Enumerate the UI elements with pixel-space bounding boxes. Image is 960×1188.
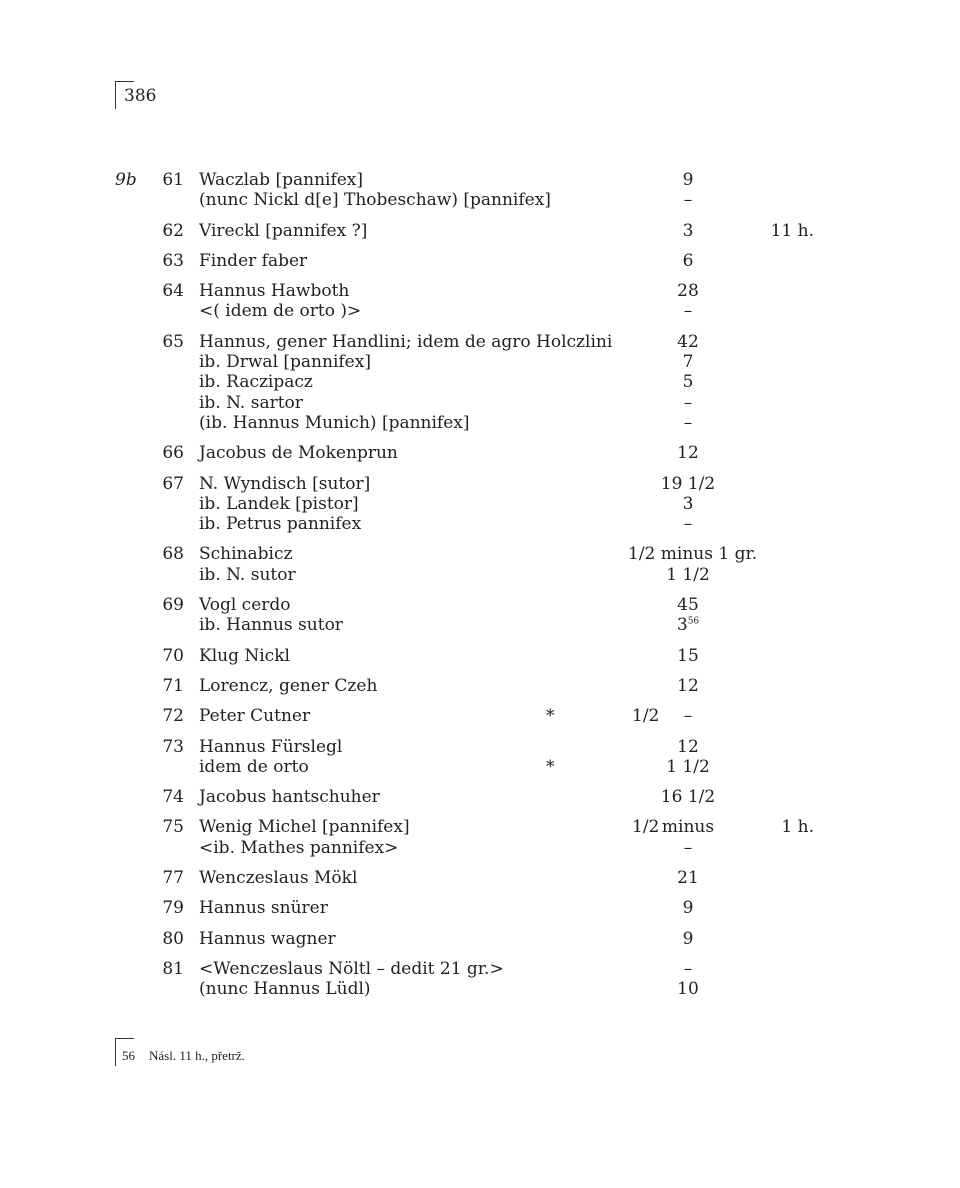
entry-value: [628, 676, 748, 696]
entry-line: [0, 221, 960, 241]
entry-name: <Wenczeslaus Nöltl – dedit 21 gr.>: [199, 958, 504, 979]
entry-value-text: 5: [682, 372, 694, 393]
entry-value-text: –: [683, 837, 693, 858]
entry-row: [0, 170, 960, 211]
entry-value: [628, 595, 748, 615]
entry-name: Schinabicz: [199, 544, 293, 565]
entry-name: Jacobus hantschuher: [199, 787, 380, 808]
entry-name: Vireckl [pannifex ?]: [199, 220, 368, 241]
entry-value: [628, 706, 748, 726]
entry-line: [0, 898, 960, 918]
entry-name: Lorencz, gener Czeh: [199, 675, 378, 696]
entry-name: Wenczeslaus Mökl: [199, 868, 358, 889]
entry-name: ib. N. sutor: [199, 564, 296, 585]
entry-row: [0, 959, 960, 1000]
entry-value: [628, 646, 748, 666]
entry-name: Waczlab [pannifex]: [199, 170, 364, 190]
fraction-value: 1/2: [632, 817, 660, 838]
entry-line: [0, 514, 960, 534]
entry-name: ib. N. sartor: [199, 392, 303, 413]
entry-line: [0, 443, 960, 463]
entry-value-text: –: [683, 392, 693, 413]
entry-value: [628, 787, 748, 807]
entry-value-text: –: [683, 412, 693, 433]
entry-name: (nunc Nickl d[e] Thobeschaw) [pannifex]: [199, 190, 551, 211]
entry-line: [0, 979, 960, 999]
entry-name: (ib. Hannus Munich) [pannifex]: [199, 412, 470, 433]
entry-line: [0, 474, 960, 494]
entry-line: [0, 352, 960, 372]
entry-value-text: 3: [676, 615, 688, 636]
folio-label: 9b: [115, 170, 137, 190]
entry-value-text: 15: [677, 645, 699, 666]
entry-line: [0, 615, 960, 635]
entry-value-text: 45: [677, 595, 699, 616]
entry-number: 66: [162, 443, 184, 464]
entry-line: [0, 959, 960, 979]
entry-name: Klug Nickl: [199, 645, 290, 666]
entry-name: ib. Hannus sutor: [199, 615, 343, 636]
entry-number: 75: [162, 817, 184, 838]
entry-row: [0, 737, 960, 778]
entry-number: 62: [162, 220, 184, 241]
entry-line: [0, 595, 960, 615]
entry-value-text: 12: [677, 736, 699, 757]
entry-number: 68: [162, 544, 184, 565]
entry-row: [0, 646, 960, 666]
entry-value: [628, 190, 748, 210]
entry-name: Finder faber: [199, 250, 308, 271]
entry-value: [628, 443, 748, 463]
entry-row: [0, 443, 960, 463]
entry-number: 73: [162, 736, 184, 757]
entry-line: [0, 737, 960, 757]
entry-row: [0, 281, 960, 322]
asterisk-mark: *: [546, 756, 555, 777]
entry-number: 72: [162, 706, 184, 727]
entry-name: Wenig Michel [pannifex]: [199, 817, 410, 838]
entry-name: ib. Raczipacz: [199, 372, 313, 393]
entry-value-text: 3: [682, 220, 694, 241]
entry-value-text: 19 1/2: [660, 473, 716, 494]
entry-value-text: 16 1/2: [660, 787, 716, 808]
entry-line: [0, 494, 960, 514]
entry-value: [628, 413, 748, 433]
entry-row: [0, 221, 960, 241]
entry-value: [628, 817, 748, 837]
entry-value-text: 9: [682, 928, 694, 949]
footnote-ref: 56: [687, 616, 700, 627]
entry-row: [0, 868, 960, 888]
entry-value-text: 9: [682, 170, 694, 190]
entry-value: [628, 301, 748, 321]
entry-value-text: 3: [682, 493, 694, 514]
entry-extra-value: 1 h.: [781, 817, 814, 838]
entry-value: [628, 221, 748, 241]
entry-value-text: 9: [682, 898, 694, 919]
entry-row: [0, 898, 960, 918]
entry-row: [0, 929, 960, 949]
entry-value: [628, 393, 748, 413]
entry-name: idem de orto: [199, 756, 309, 777]
entry-value-text: –: [683, 958, 693, 979]
entry-name: Hannus wagner: [199, 928, 336, 949]
entry-name: ib. Petrus pannifex: [199, 514, 362, 535]
entry-name: Hannus snürer: [199, 898, 328, 919]
entry-value: [628, 929, 748, 949]
entry-value: [628, 372, 748, 392]
entry-name: ib. Landek [pistor]: [199, 493, 359, 514]
entry-value-text: –: [683, 190, 693, 211]
entry-line: [0, 706, 960, 726]
entry-value: [628, 615, 748, 635]
entry-value-text: 21: [677, 868, 699, 889]
entry-number: 63: [162, 250, 184, 271]
page-number: 386: [124, 86, 157, 106]
entry-value-text: 12: [677, 443, 699, 464]
entry-line: [0, 868, 960, 888]
entry-name: Jacobus de Mokenprun: [199, 443, 398, 464]
entry-value: [628, 474, 748, 494]
entry-name: (nunc Hannus Lüdl): [199, 979, 371, 1000]
entry-line: [0, 646, 960, 666]
entry-line: [0, 301, 960, 321]
entry-number: 69: [162, 595, 184, 616]
entry-number: 74: [162, 787, 184, 808]
entry-extra-value: 11 h.: [770, 220, 814, 241]
footnote-number: 56: [122, 1048, 135, 1063]
entry-value: [628, 332, 748, 352]
entry-value-text: –: [683, 301, 693, 322]
entry-number: 80: [162, 928, 184, 949]
entry-number: 67: [162, 473, 184, 494]
entry-name: Vogl cerdo: [199, 595, 291, 616]
entry-value-text: 7: [682, 352, 694, 373]
entry-value: [628, 737, 748, 757]
entry-value: [628, 251, 748, 271]
entry-row: [0, 595, 960, 636]
entry-value: [628, 352, 748, 372]
entry-row: [0, 251, 960, 271]
entry-row: [0, 676, 960, 696]
entry-value: [628, 565, 748, 585]
entry-number: 81: [162, 958, 184, 979]
entry-value: [628, 170, 748, 190]
entry-name: <( idem de orto )>: [199, 301, 362, 322]
entry-line: [0, 757, 960, 777]
entry-number: 64: [162, 281, 184, 302]
entry-line: [0, 393, 960, 413]
entry-value-text: –: [683, 706, 693, 727]
entry-number: 79: [162, 898, 184, 919]
entry-number: 71: [162, 675, 184, 696]
entry-value: [628, 959, 748, 979]
register-table: [0, 170, 960, 1010]
entry-number: 77: [162, 868, 184, 889]
entry-value: [628, 898, 748, 918]
entry-value-text: 42: [677, 331, 699, 352]
asterisk-mark: *: [546, 706, 555, 727]
entry-line: [0, 565, 960, 585]
entry-name: <ib. Mathes pannifex>: [199, 837, 399, 858]
entry-value: [628, 281, 748, 301]
entry-value: [628, 868, 748, 888]
entry-number: 65: [162, 331, 184, 352]
entry-line: [0, 372, 960, 392]
entry-value-text: 1 1/2: [666, 756, 710, 777]
entry-value-text: minus: [661, 817, 715, 838]
entry-value: [628, 757, 748, 777]
entry-value-text: 28: [677, 281, 699, 302]
entry-line: [0, 929, 960, 949]
footnote-text: Násl. 11 h., přetrž.: [149, 1048, 245, 1063]
entry-value: [628, 838, 748, 858]
entry-value-text: 12: [677, 675, 699, 696]
entry-value-text: 1 1/2: [666, 564, 710, 585]
entry-line: [0, 544, 960, 564]
entry-name: Hannus Fürslegl: [199, 736, 343, 757]
entry-line: [0, 787, 960, 807]
entry-row: [0, 817, 960, 858]
entry-value: [628, 979, 748, 999]
entry-line: [0, 838, 960, 858]
entry-line: [0, 251, 960, 271]
entry-row: [0, 706, 960, 726]
entry-value: [628, 494, 748, 514]
entry-name: Peter Cutner: [199, 706, 311, 727]
footnote: [122, 1048, 245, 1064]
entry-number: 61: [162, 170, 184, 190]
entry-row: [0, 787, 960, 807]
entry-row: [0, 544, 960, 585]
entry-name: N. Wyndisch [sutor]: [199, 473, 371, 494]
entry-line: [0, 170, 960, 190]
entry-value-text: 10: [677, 979, 699, 1000]
entry-number: 70: [162, 645, 184, 666]
entry-name: Hannus Hawboth: [199, 281, 350, 302]
entry-name: ib. Drwal [pannifex]: [199, 352, 371, 373]
entry-line: [0, 190, 960, 210]
entry-line: [0, 676, 960, 696]
entry-line: [0, 281, 960, 301]
entry-value-text: 1/2 minus 1 gr.: [628, 544, 758, 565]
entry-value: [628, 514, 748, 534]
entry-row: [0, 474, 960, 535]
entry-value: [628, 544, 758, 565]
entry-value-text: 6: [682, 250, 694, 271]
entry-line: [0, 817, 960, 837]
entry-line: [0, 413, 960, 433]
entry-row: [0, 332, 960, 433]
fraction-value: 1/2: [632, 706, 660, 727]
entry-name: Hannus, gener Handlini; idem de agro Holczlini: [199, 331, 613, 352]
entry-value-text: –: [683, 514, 693, 535]
entry-line: [0, 332, 960, 352]
